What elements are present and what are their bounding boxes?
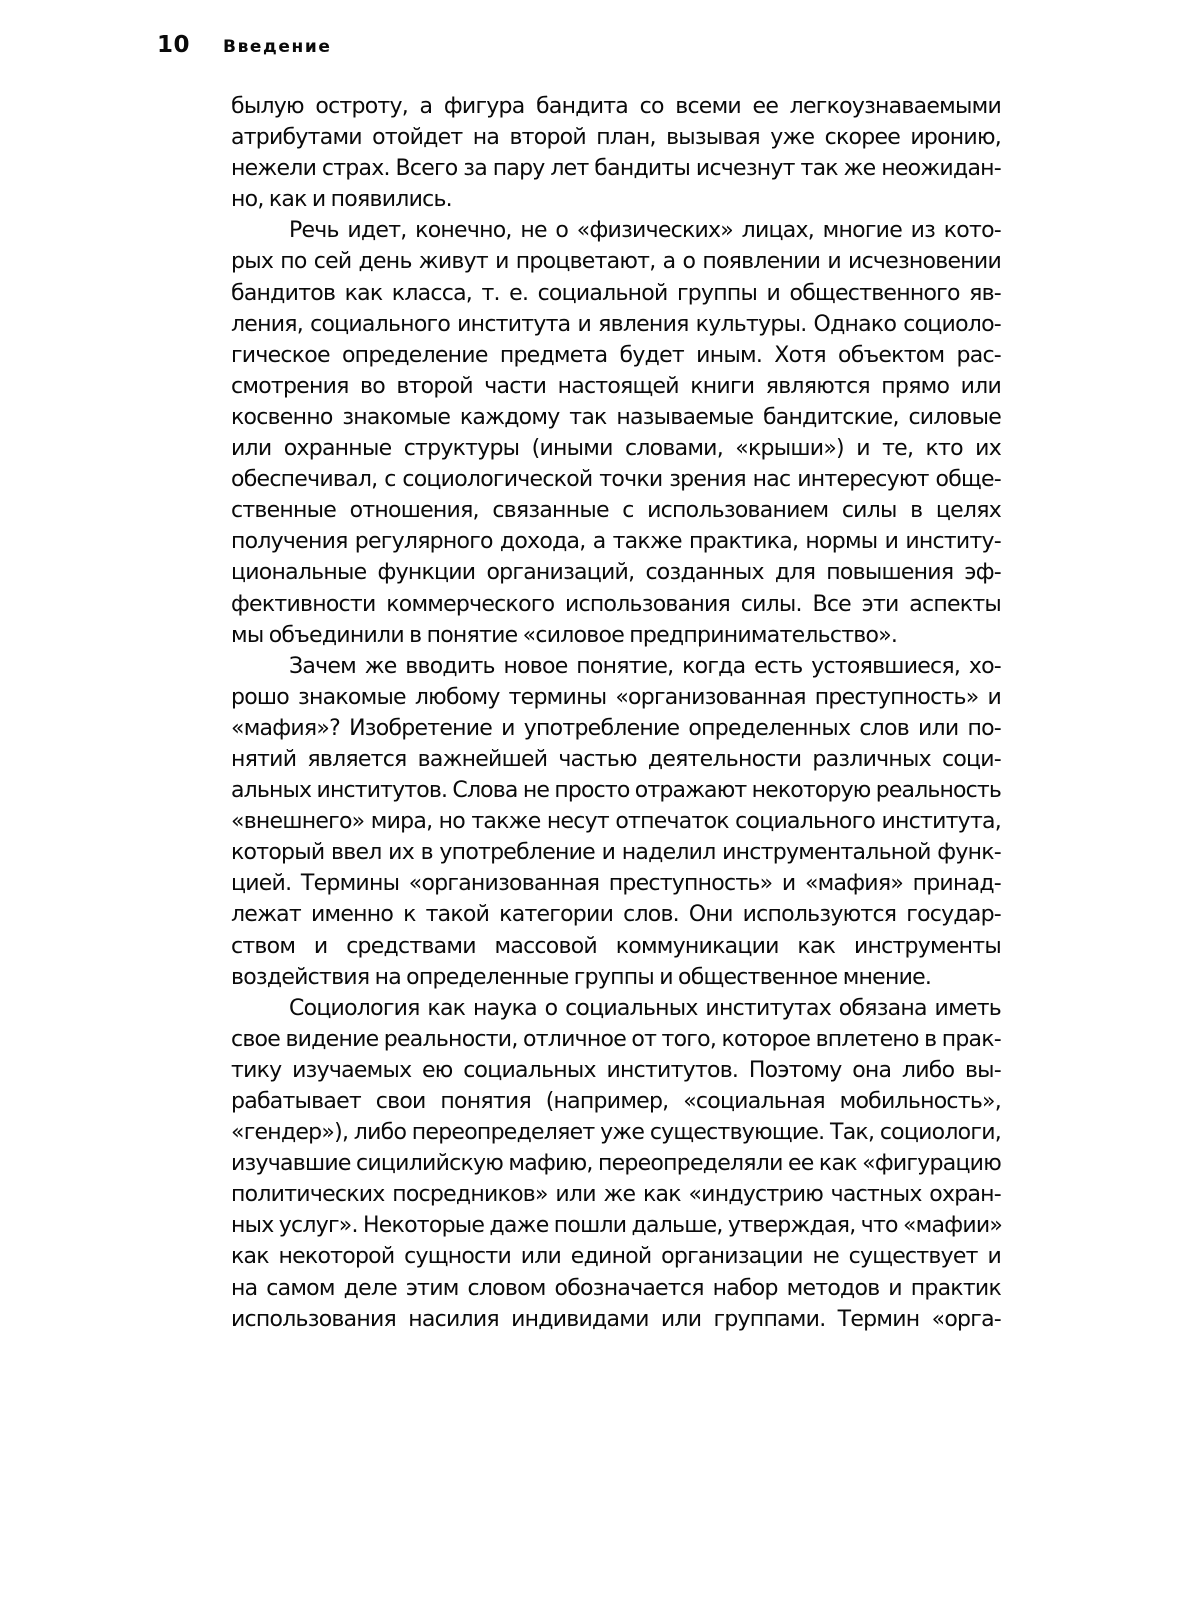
text-line: использования насилия индивидами или группами. Термин «орга- <box>231 1306 1001 1332</box>
text-line: политических посредников» или же как «индустрию частных охран- <box>231 1182 1001 1208</box>
text-line: на самом деле этим словом обозначается набор методов и практик <box>231 1275 1001 1301</box>
text-line: но, как и появились. <box>231 187 452 213</box>
text-line: или охранные структуры (иными словами, «крыши») и те, кто их <box>231 436 1001 462</box>
text-line: Зачем же вводить новое понятие, когда есть устоявшиеся, хо- <box>289 653 1001 679</box>
text-line: как некоторой сущности или единой организации не существует и <box>231 1244 1001 1270</box>
text-line: атрибутами отойдет на второй план, вызывая уже скорее иронию, <box>231 125 1001 151</box>
text-line: свое видение реальности, отличное от того, которое вплетено в прак- <box>231 1026 1001 1052</box>
text-line: «внешнего» мира, но также несут отпечаток социального института, <box>231 809 1001 835</box>
text-line: косвенно знакомые каждому так называемые бандитские, силовые <box>231 404 1001 430</box>
text-line: рошо знакомые любому термины «организованная преступность» и <box>231 684 1001 710</box>
text-line: рабатывает свои понятия (например, «социальная мобильность», <box>231 1089 1001 1114</box>
text-line: цией. Термины «организованная преступность» и «мафия» принад- <box>231 871 1001 897</box>
text-line: гическое определение предмета будет иным. Хотя объектом рас- <box>231 342 1001 368</box>
text-line: смотрения во второй части настоящей книги являются прямо или <box>231 373 1001 399</box>
page-number: 10 <box>157 32 191 58</box>
text-line: воздействия на определенные группы и общественное мнение. <box>231 964 932 990</box>
text-line: «мафия»? Изобретение и употребление определенных слов или по- <box>231 715 1001 741</box>
body-text <box>231 91 1001 1335</box>
text-line: «гендер»), либо переопределяет уже существующие. Так, социологи, <box>231 1120 1001 1146</box>
text-line: альных институтов. Слова не просто отражают некоторую реальность <box>231 778 1001 804</box>
text-line: получения регулярного дохода, а также практика, нормы и институ- <box>231 529 1001 555</box>
text-line: ных услуг». Некоторые даже пошли дальше, утверждая, что «мафии» <box>231 1213 1003 1239</box>
text-line: рых по сей день живут и процветают, а о появлении и исчезновении <box>231 249 1001 275</box>
text-line: лежат именно к такой категории слов. Они используются государ- <box>231 902 1001 928</box>
text-line: фективности коммерческого использования силы. Все эти аспекты <box>231 591 1001 617</box>
text-line: ственные отношения, связанные с использованием силы в целях <box>231 498 1001 524</box>
running-title: Введение <box>223 37 332 57</box>
text-line: обеспечивал, с социологической точки зрения нас интересуют обще- <box>231 467 1001 493</box>
text-line: тику изучаемых ею социальных институтов. Поэтому она либо вы- <box>231 1057 1001 1083</box>
text-line: изучавшие сицилийскую мафию, переопределяли ее как «фигурацию <box>231 1151 1001 1177</box>
text-line: ством и средствами массовой коммуникации как инструменты <box>231 933 1001 959</box>
text-line: былую остроту, а фигура бандита со всеми ее легкоузнаваемыми <box>231 94 1001 119</box>
text-line: циональные функции организаций, созданных для повышения эф- <box>231 560 1001 586</box>
text-line: ления, социального института и явления культуры. Однако социоло- <box>231 311 1001 337</box>
text-line: нежели страх. Всего за пару лет бандиты исчезнут так же неожидан- <box>231 156 1001 182</box>
text-line: который ввел их в употребление и наделил инструментальной функ- <box>231 840 1001 866</box>
text-line: Социология как наука о социальных институтах обязана иметь <box>289 995 1001 1021</box>
text-line: мы объединили в понятие «силовое предпринимательство». <box>231 622 898 648</box>
text-line: Речь идет, конечно, не о «физических» лицах, многие из кото- <box>289 218 1001 244</box>
text-line: нятий является важнейшей частью деятельности различных соци- <box>231 746 1001 772</box>
running-head <box>157 32 332 62</box>
text-line: бандитов как класса, т. е. социальной группы и общественного яв- <box>231 280 1001 306</box>
